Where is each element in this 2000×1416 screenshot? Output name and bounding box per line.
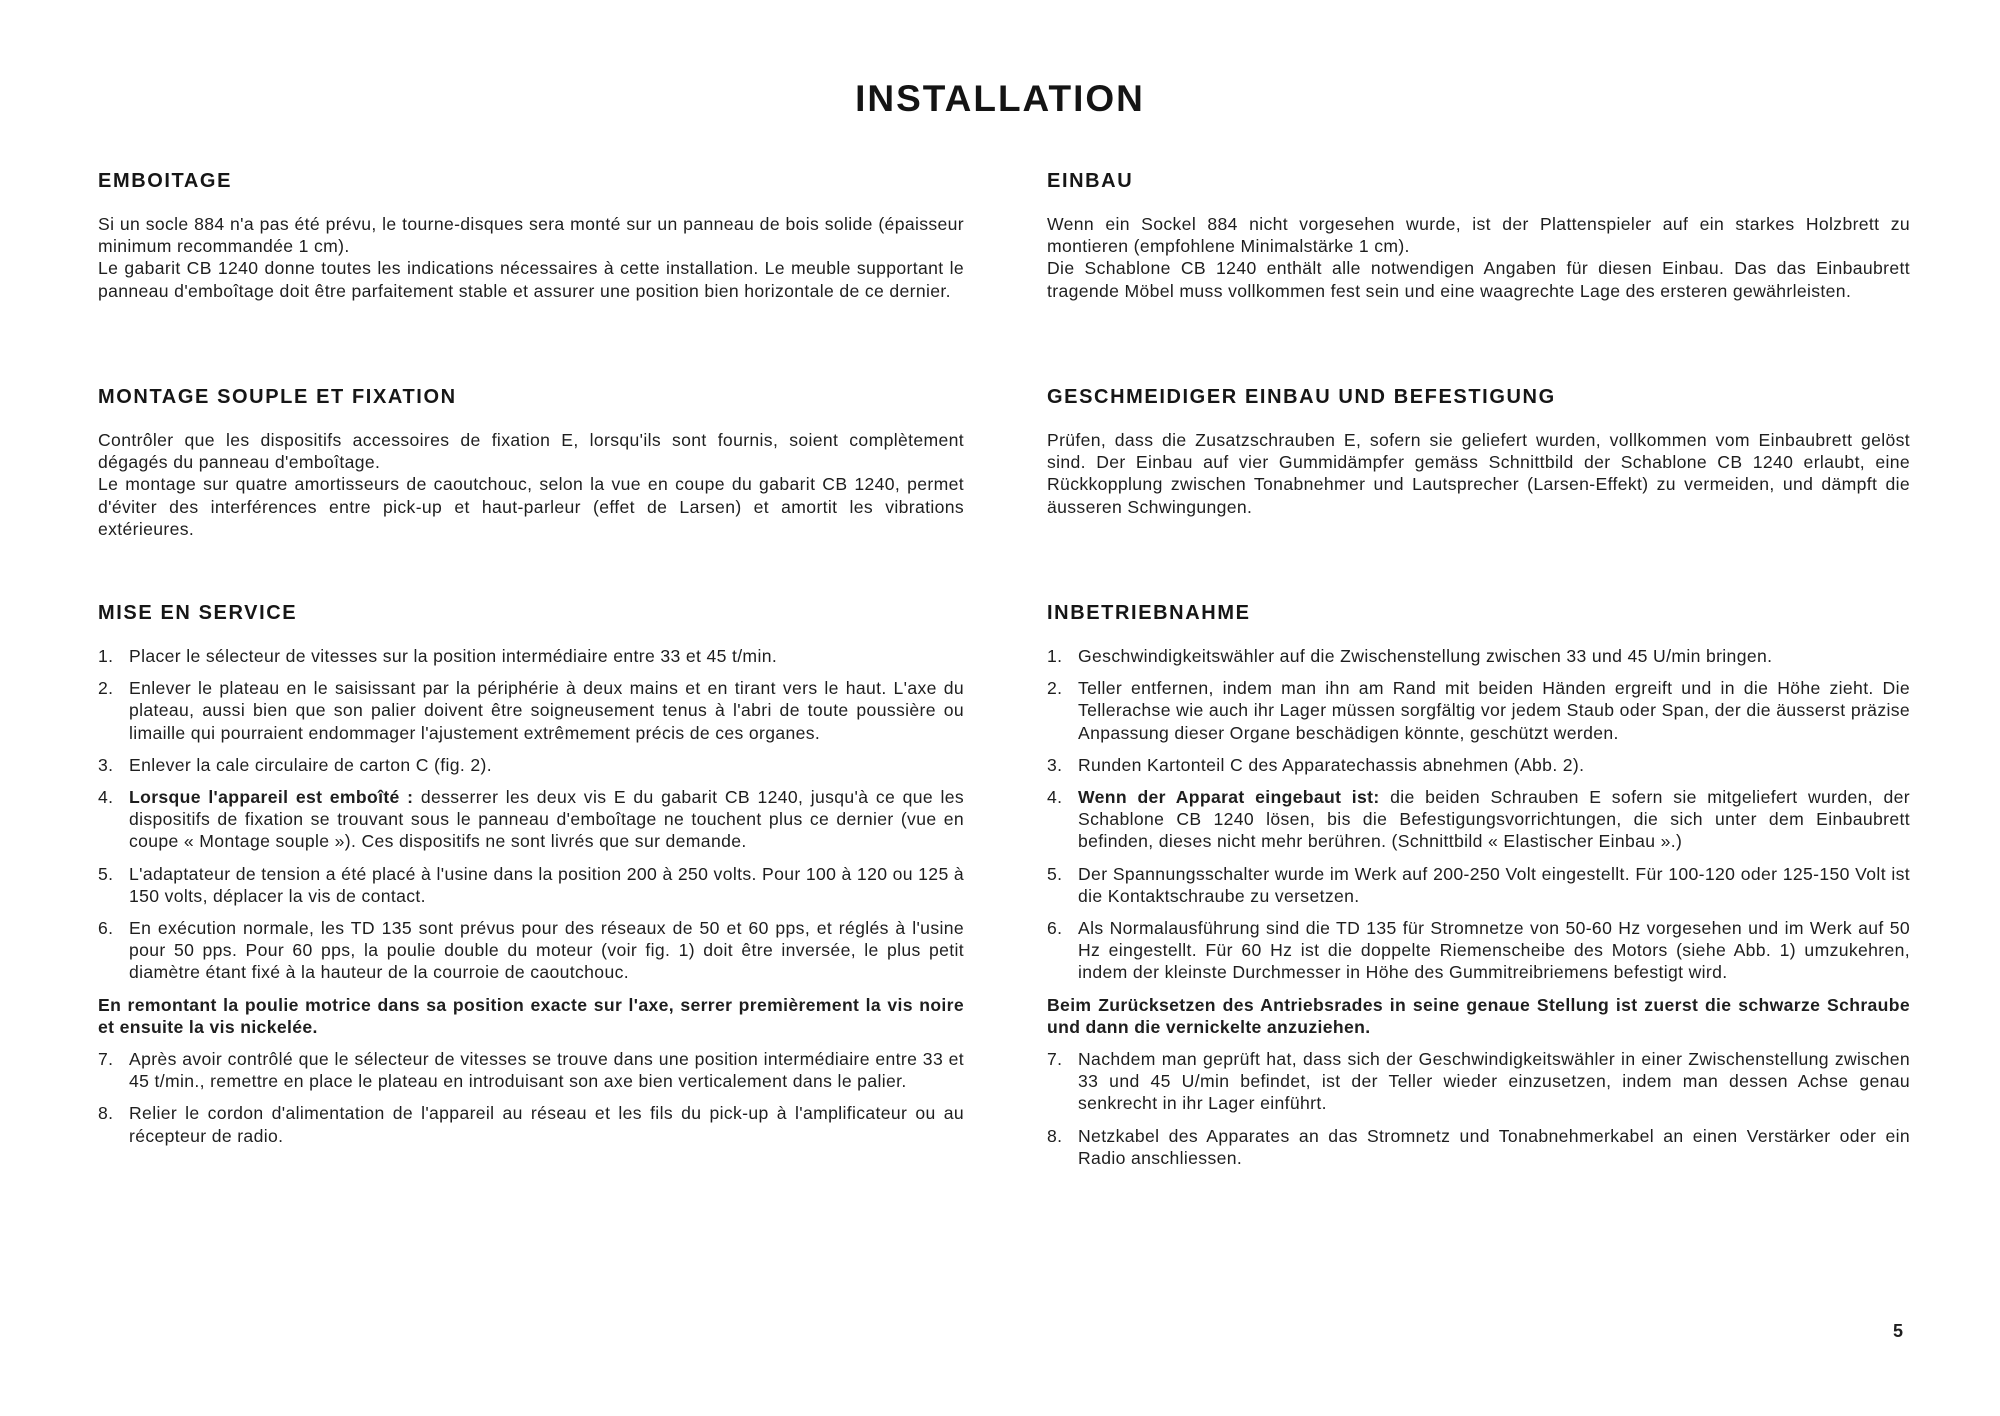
left-column-french xyxy=(98,170,964,1157)
item-text: L'adaptateur de tension a été placé à l'usine dans la position 200 à 250 volts. Pour 100 à 120 ou 125 à 150 volts, déplacer la vis de contact. xyxy=(129,863,964,906)
item-number: 3. xyxy=(98,754,114,775)
item-number: 5. xyxy=(1047,863,1063,884)
list-item xyxy=(98,786,964,853)
item-text: Relier le cordon d'alimentation de l'appareil au réseau et les fils du pick-up à l'amplificateur ou au récepteur de radio. xyxy=(129,1103,964,1146)
item-number: 6. xyxy=(98,918,114,939)
page-title: INSTALLATION xyxy=(855,78,1145,119)
section-heading: INBETRIEBNAHME xyxy=(1047,602,1251,624)
section-inbetriebnahme xyxy=(1047,602,1910,1169)
list-item xyxy=(98,645,964,667)
list-item xyxy=(1047,754,1910,776)
list-item xyxy=(98,917,964,984)
item-text-body: desserrer les deux vis E du gabarit CB 1240, jusqu'à ce que les dispositifs de fixation se trouvant sous le panneau d'emboîtage ne touchent plus ce dernier (vue en coupe « Montage souple »). Ces dispositifs ne sont livrés que sur demande. xyxy=(129,787,964,852)
paragraph: Si un socle 884 n'a pas été prévu, le tourne-disques sera monté sur un panneau de bois solide (épaisseur minimum recommandée 1 cm). xyxy=(98,214,964,257)
item-text: Der Spannungsschalter wurde im Werk auf 200-250 Volt eingestellt. Für 100-120 oder 125-150 Volt ist die Kontaktschraube zu versetzen. xyxy=(1078,863,1910,906)
item-text: Après avoir contrôlé que le sélecteur de vitesses se trouve dans une position intermédiaire entre 33 et 45 t/min., remettre en place le plateau en introduisant son axe bien verticalement dans le palier. xyxy=(129,1049,964,1092)
item-text: Geschwindigkeitswähler auf die Zwischenstellung zwischen 33 und 45 U/min bringen. xyxy=(1078,646,1773,666)
section-mise-en-service xyxy=(98,602,964,1147)
section-emboitage xyxy=(98,170,964,386)
list-item xyxy=(1047,677,1910,744)
item-number: 8. xyxy=(98,1103,114,1124)
bold-note: En remontant la poulie motrice dans sa position exacte sur l'axe, serrer premièrement la vis noire et ensuite la vis nickelée. xyxy=(98,994,964,1037)
list-item xyxy=(98,1048,964,1092)
list-item xyxy=(98,863,964,907)
section-heading: EMBOITAGE xyxy=(98,170,233,192)
paragraph: Contrôler que les dispositifs accessoires de fixation E, lorsqu'ils sont fournis, soient complètement dégagés du panneau d'emboîtage. xyxy=(98,430,964,473)
list-item xyxy=(1047,786,1910,853)
item-text: Enlever le plateau en le saisissant par la périphérie à deux mains et en tirant vers le haut. L'axe du plateau, aussi bien que son palier doivent être soigneusement tenus à l'abri de toute poussière ou limaille qui pourraient endommager l'ajustement extrêmement précis de ces organes. xyxy=(129,678,964,743)
list-item xyxy=(1047,1125,1910,1169)
list-item xyxy=(1047,917,1910,984)
section-heading: EINBAU xyxy=(1047,170,1134,192)
item-text: Nachdem man geprüft hat, dass sich der Geschwindigkeitswähler in einer Zwischenstellung zwischen 33 und 45 U/min befindet, ist der Teller wieder einzusetzen, indem man dessen Achse genau senkrecht in ihr Lager einführt. xyxy=(1078,1049,1910,1114)
right-column-german xyxy=(1047,170,1910,1179)
section-montage-souple xyxy=(98,386,964,602)
item-number: 2. xyxy=(1047,678,1063,699)
item-text: Als Normalausführung sind die TD 135 für Stromnetze von 50-60 Hz vorgesehen und im Werk auf 50 Hz eingestellt. Für 60 Hz ist die doppelte Riemenscheibe des Motors (siehe Abb. 1) umzukehren, indem der kleinste Durchmesser in Höhe des Gummitreibriemens befestigt wird. xyxy=(1078,918,1910,983)
list-item xyxy=(98,677,964,744)
item-number: 3. xyxy=(1047,754,1063,775)
section-geschmeidiger-einbau xyxy=(1047,386,1910,602)
list-item xyxy=(1047,645,1910,667)
item-text: Placer le sélecteur de vitesses sur la position intermédiaire entre 33 et 45 t/min. xyxy=(129,646,778,666)
section-heading: MISE EN SERVICE xyxy=(98,602,298,624)
list-item xyxy=(1047,1048,1910,1115)
item-number: 7. xyxy=(1047,1049,1063,1070)
item-number: 6. xyxy=(1047,918,1063,939)
item-number: 8. xyxy=(1047,1125,1063,1146)
item-bold-lead: Lorsque l'appareil est emboîté : xyxy=(129,787,414,808)
list-item xyxy=(98,1102,964,1146)
item-number: 4. xyxy=(98,787,114,808)
paragraph: Le montage sur quatre amortisseurs de caoutchouc, selon la vue en coupe du gabarit CB 1240, permet d'éviter des interférences entre pick-up et haut-parleur (effet de Larsen) et amortit les vibrations extérieures. xyxy=(98,474,964,539)
bold-note: Beim Zurücksetzen des Antriebsrades in seine genaue Stellung ist zuerst die schwarze Schraube und dann die vernickelte anzuziehen. xyxy=(1047,994,1910,1037)
item-number: 1. xyxy=(98,646,114,666)
item-text xyxy=(129,786,964,853)
item-bold-lead: Wenn der Apparat eingebaut ist: xyxy=(1078,787,1380,808)
item-text: Netzkabel des Apparates an das Stromnetz und Tonabnehmerkabel an einen Verstärker oder ein Radio anschliessen. xyxy=(1078,1125,1910,1168)
paragraph: Le gabarit CB 1240 donne toutes les indications nécessaires à cette installation. Le meuble supportant le panneau d'emboîtage doit être parfaitement stable et assurer une position bien horizontale de ce dernier. xyxy=(98,258,964,301)
paragraph: Die Schablone CB 1240 enthält alle notwendigen Angaben für diesen Einbau. Das das Einbaubrett tragende Möbel muss vollkommen fest sein und eine waagrechte Lage des ersteren gewährleisten. xyxy=(1047,258,1910,301)
page-number: 5 xyxy=(1893,1321,1904,1341)
item-number: 1. xyxy=(1047,646,1063,666)
item-text: Runden Kartonteil C des Apparatechassis abnehmen (Abb. 2). xyxy=(1078,754,1585,775)
paragraph: Wenn ein Sockel 884 nicht vorgesehen wurde, ist der Plattenspieler auf ein starkes Holzbrett zu montieren (empfohlene Minimalstärke 1 cm). xyxy=(1047,214,1910,257)
list-item xyxy=(98,754,964,776)
item-number: 7. xyxy=(98,1049,114,1070)
section-einbau xyxy=(1047,170,1910,386)
item-number: 2. xyxy=(98,678,114,699)
item-text xyxy=(1078,786,1910,853)
paragraph: Prüfen, dass die Zusatzschrauben E, sofern sie geliefert wurden, vollkommen vom Einbaubrett gelöst sind. Der Einbau auf vier Gummidämpfer gemäss Schnittbild der Schablone CB 1240 erlaubt, eine Rückkopplung zwischen Tonabnehmer und Lautsprecher (Larsen-Effekt) zu vermeiden, und dämpft die äusseren Schwingungen. xyxy=(1047,430,1910,517)
item-number: 5. xyxy=(98,863,114,884)
item-number: 4. xyxy=(1047,787,1063,808)
list-item xyxy=(1047,863,1910,907)
item-text-body: die beiden Schrauben E sofern sie mitgeliefert wurden, der Schablone CB 1240 lösen, bis die Befestigungsvorrichtungen, die sich unter dem Einbaubrett befinden, dieses nicht mehr berühren. (Schnittbild « Elastischer Einbau ».) xyxy=(1078,787,1910,852)
item-text: En exécution normale, les TD 135 sont prévus pour des réseaux de 50 et 60 pps, et réglés à l'usine pour 50 pps. Pour 60 pps, la poulie double du moteur (voir fig. 1) doit être inversée, le plus petit diamètre étant fixé à la hauteur de la courroie de caoutchouc. xyxy=(129,918,964,983)
section-heading: MONTAGE SOUPLE ET FIXATION xyxy=(98,386,457,408)
item-text: Enlever la cale circulaire de carton C (fig. 2). xyxy=(129,754,492,775)
section-heading: GESCHMEIDIGER EINBAU UND BEFESTIGUNG xyxy=(1047,386,1556,408)
item-text: Teller entfernen, indem man ihn am Rand mit beiden Händen ergreift und in die Höhe zieht. Die Tellerachse wie auch ihr Lager müssen sorgfältig vor jedem Staub oder Span, der die äusserst präzise Anpassung dieser Organe beschädigen könnte, geschützt werden. xyxy=(1078,678,1910,743)
